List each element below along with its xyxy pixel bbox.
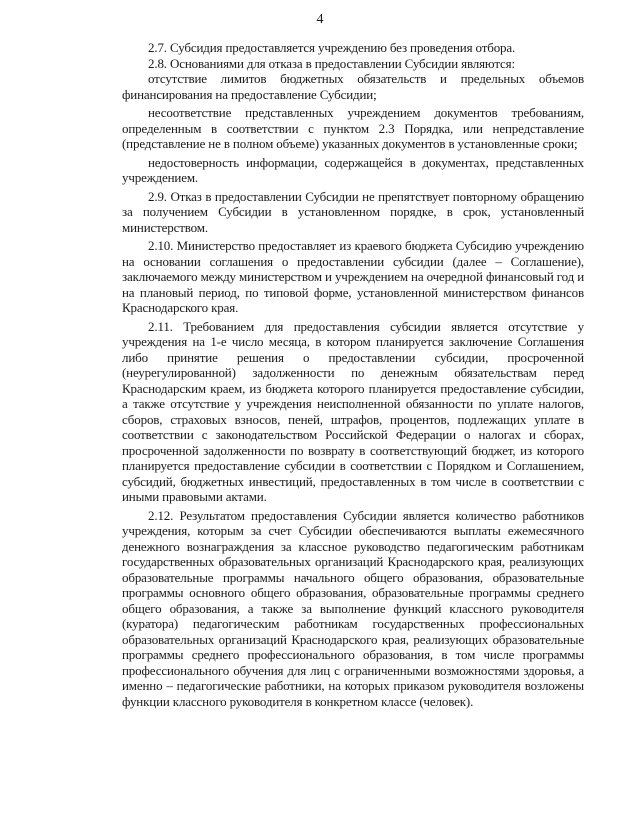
paragraph-2-8-item-3: недостоверность информации, содержащейся в документах, представленных учреждением. — [122, 154, 584, 185]
document-body — [122, 40, 584, 709]
paragraph-2-7: 2.7. Субсидия предоставляется учреждению без проведения отбора. — [148, 40, 516, 55]
paragraph-2-8: 2.8. Основаниями для отказа в предоставлении Субсидии являются: — [148, 55, 515, 71]
paragraph-2-12: 2.12. Результатом предоставления Субсидии является количество работников учреждения, которым за счет Субсидии обеспечиваются выплаты ежемесячного денежного вознаграждения за классное руководство педагогическим работникам государственных образовательных организаций Краснодарского края, реализующих образовательные программы начального общего образования, образовательные программы основного общего образования, образовательные программы среднего общего образования, а также за выполнение функций классного руководителя (куратора) педагогическим работникам государственных профессиональных образовательных организаций Краснодарского края, реализующих образовательные программы среднего профессионального образования, в том числе программы профессионального обучения для лиц с ограниченными возможностями здоровья, а именно – педагогические работники, на которых приказом руководителя возложены функции классного руководителя в конкретном классе (человек). — [122, 507, 584, 709]
paragraph-2-8-item-2: несоответствие представленных учреждением документов требованиям, определенным в соответствии с пунктом 2.3 Порядка, или непредставление (представление не в полном объеме) указанных документов в установленные сроки; — [122, 105, 584, 151]
page-number: 4 — [316, 12, 324, 27]
paragraph-2-8-item-1: отсутствие лимитов бюджетных обязательств и предельных объемов финансирования на предоставление Субсидии; — [122, 71, 584, 102]
paragraph-2-11: 2.11. Требованием для предоставления субсидии является отсутствие у учреждения на 1-е число месяца, в котором планируется заключение Соглашения либо принятие решения о предоставлении субсидии, просроченной (неурегулированной) задолженности по денежным обязательствам перед Краснодарским краем, из бюджета которого планируется предоставление субсидии, а также отсутствие у учреждения неисполненной обязанности по уплате налогов, сборов, страховых взносов, пеней, штрафов, процентов, подлежащих уплате в соответствии с законодательством Российской Федерации о налогах и сборах, просроченной задолженности по возврату в соответствующий бюджет, из которого планируется предоставление субсидии в соответствии с Порядком и Соглашением, субсидий, бюджетных инвестиций, предоставленных в том числе в соответствии с иными правовыми актами. — [122, 318, 584, 504]
paragraph-2-9: 2.9. Отказ в предоставлении Субсидии не препятствует повторному обращению за получением Субсидии в установленном порядке, в срок, установленный министерством. — [122, 188, 584, 235]
paragraph-2-10: 2.10. Министерство предоставляет из краевого бюджета Субсидию учреждению на основании соглашения о предоставлении субсидии (далее – Соглашение), заключаемого между министерством и учреждением на очередной финансовый год и на плановый период, по типовой форме, установленной министерством финансов Краснодарского края. — [122, 238, 584, 315]
